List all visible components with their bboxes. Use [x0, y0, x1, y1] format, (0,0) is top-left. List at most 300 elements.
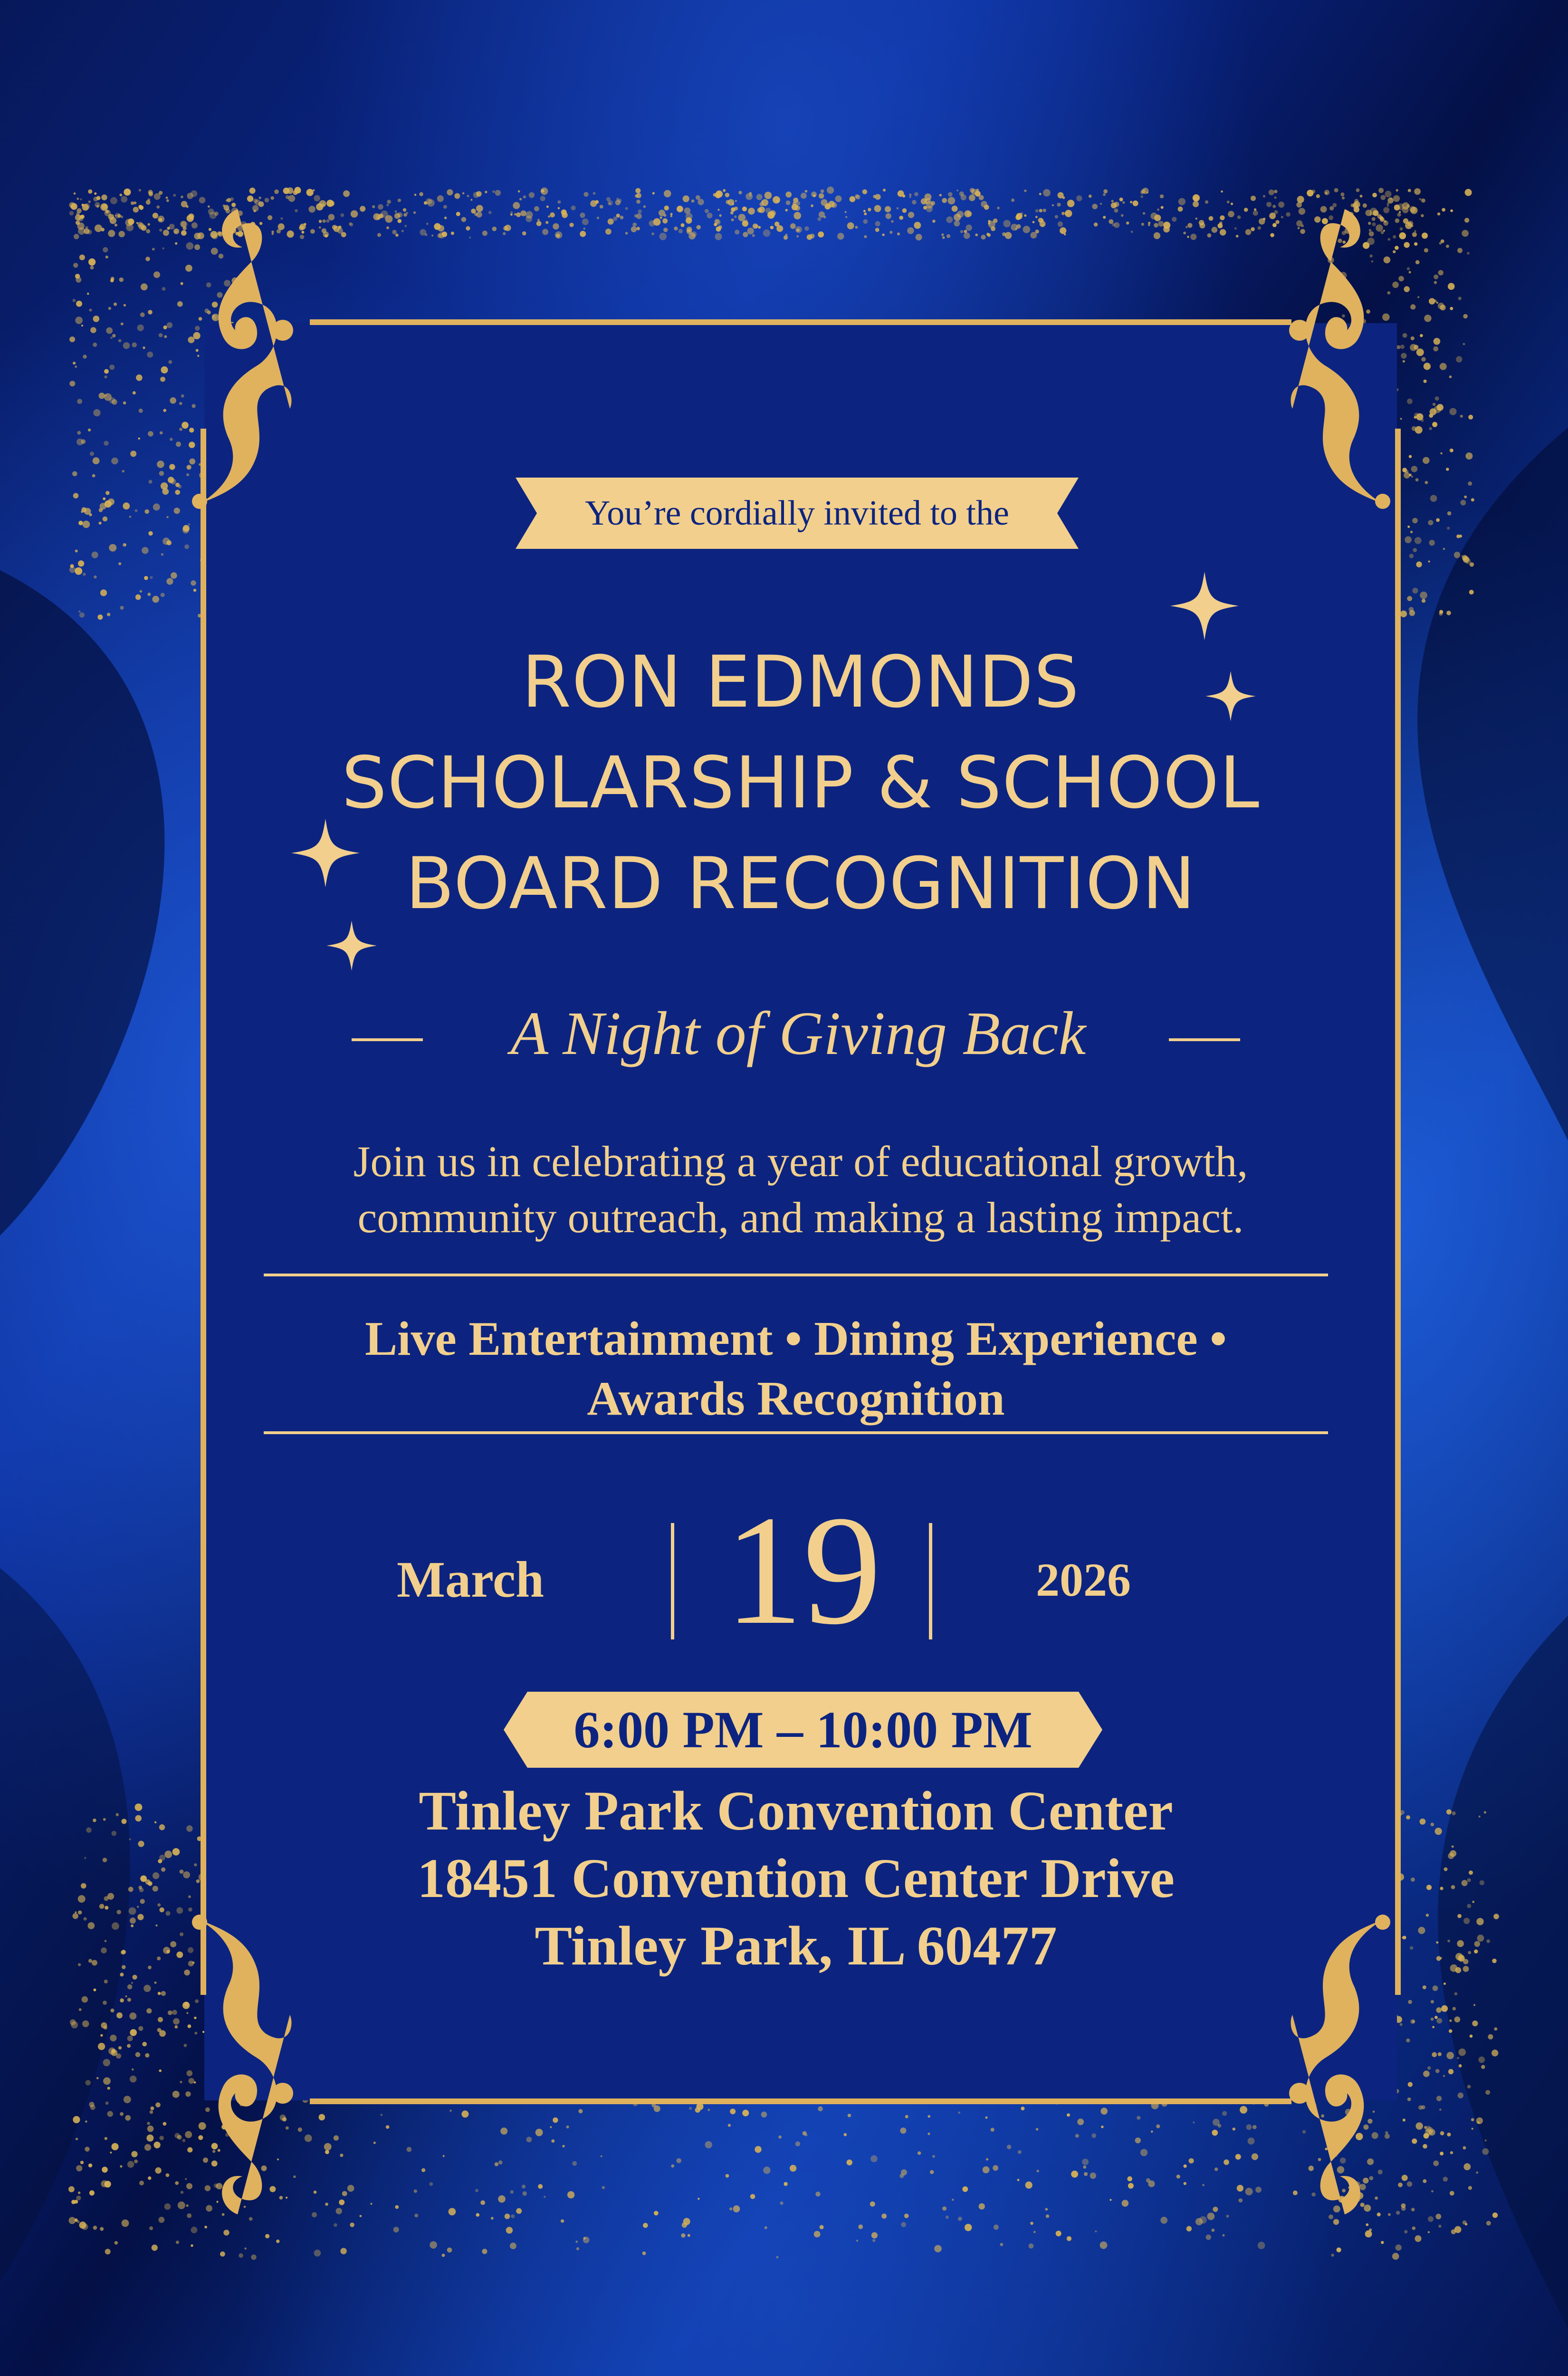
glitter-dot	[1468, 2186, 1472, 2190]
glitter-dot	[394, 213, 400, 219]
glitter-dot	[827, 187, 834, 194]
glitter-dot	[1422, 232, 1428, 239]
glitter-dot	[473, 192, 479, 198]
glitter-dot	[583, 2237, 590, 2243]
glitter-dot	[1407, 2181, 1412, 2186]
glitter-dot	[1248, 2137, 1255, 2145]
glitter-dot	[1184, 2182, 1186, 2185]
glitter-dot	[1436, 518, 1440, 522]
glitter-dot	[1396, 2244, 1402, 2251]
glitter-dot	[1438, 2225, 1441, 2228]
glitter-dot	[161, 593, 165, 597]
glitter-dot	[104, 1980, 108, 1983]
glitter-dot	[1478, 2057, 1485, 2063]
glitter-dot	[1233, 2127, 1235, 2130]
glitter-dot	[575, 2241, 578, 2243]
glitter-dot	[1103, 189, 1108, 193]
glitter-dot	[765, 2226, 767, 2229]
glitter-dot	[1492, 2050, 1498, 2056]
glitter-dot	[1462, 1880, 1468, 1886]
glitter-dot	[117, 214, 121, 218]
glitter-dot	[119, 193, 122, 196]
glitter-dot	[891, 220, 893, 222]
glitter-dot	[664, 190, 671, 198]
glitter-dot	[447, 2248, 452, 2253]
glitter-dot	[677, 206, 683, 212]
glitter-dot	[129, 516, 132, 518]
glitter-dot	[795, 2141, 800, 2146]
glitter-dot	[1451, 2229, 1456, 2234]
glitter-dot	[1024, 190, 1027, 192]
glitter-dot	[439, 232, 445, 239]
glitter-dot	[1266, 202, 1272, 207]
event-day: 19	[725, 1484, 881, 1657]
glitter-dot	[1084, 2172, 1088, 2176]
glitter-dot	[329, 201, 335, 206]
glitter-dot	[140, 312, 145, 317]
glitter-dot	[1263, 195, 1265, 197]
glitter-dot	[620, 216, 624, 220]
glitter-dot	[1493, 1914, 1499, 1919]
glitter-dot	[1274, 196, 1277, 199]
glitter-dot	[145, 2053, 149, 2058]
glitter-dot	[154, 2142, 161, 2148]
glitter-dot	[1183, 231, 1186, 234]
glitter-dot	[157, 2028, 162, 2032]
glitter-dot	[776, 225, 783, 232]
glitter-dot	[125, 1995, 127, 1997]
glitter-dot	[605, 229, 612, 235]
glitter-dot	[123, 342, 130, 349]
glitter-dot	[835, 195, 842, 202]
glitter-dot	[1488, 2034, 1493, 2040]
glitter-dot	[1237, 215, 1241, 219]
glitter-dot	[134, 2159, 138, 2163]
glitter-dot	[173, 2018, 180, 2025]
glitter-dot	[1411, 2208, 1415, 2212]
glitter-dot	[918, 2151, 921, 2155]
glitter-dot	[392, 230, 397, 235]
tagline: A Night of Giving Back	[510, 999, 1086, 1068]
glitter-dot	[82, 1996, 88, 2003]
glitter-dot	[161, 1868, 165, 1872]
glitter-dot	[118, 339, 122, 343]
glitter-dot	[114, 303, 117, 306]
glitter-dot	[398, 219, 402, 223]
glitter-dot	[480, 2200, 485, 2205]
glitter-dot	[1071, 2171, 1078, 2178]
event-title	[266, 632, 1335, 934]
glitter-dot	[529, 192, 535, 198]
glitter-dot	[404, 225, 407, 227]
glitter-dot	[1480, 1880, 1484, 1885]
glitter-dot	[437, 195, 444, 202]
glitter-dot	[110, 2152, 112, 2154]
glitter-dot	[163, 1947, 170, 1954]
glitter-dot	[146, 2135, 153, 2142]
glitter-dot	[1406, 204, 1410, 208]
glitter-dot	[1231, 202, 1233, 205]
glitter-dot	[1258, 2242, 1265, 2249]
glitter-dot	[1239, 2198, 1243, 2203]
glitter-dot	[1434, 2016, 1438, 2019]
glitter-dot	[100, 2227, 104, 2231]
glitter-dot	[347, 2185, 354, 2192]
glitter-dot	[856, 2240, 858, 2242]
glitter-dot	[1206, 2234, 1211, 2240]
glitter-dot	[73, 1913, 78, 1919]
glitter-dot	[1453, 2007, 1456, 2010]
glitter-dot	[420, 229, 426, 236]
glitter-dot	[757, 208, 762, 212]
glitter-dot	[1154, 223, 1158, 228]
glitter-dot	[1089, 195, 1092, 198]
glitter-dot	[101, 194, 107, 200]
glitter-dot	[638, 210, 642, 214]
glitter-dot	[523, 195, 526, 198]
glitter-dot	[858, 2224, 863, 2229]
sparkle-icon	[1169, 570, 1240, 642]
glitter-dot	[133, 1975, 137, 1980]
glitter-dot	[784, 235, 788, 240]
glitter-dot	[75, 568, 77, 571]
glitter-dot	[451, 231, 454, 235]
glitter-dot	[801, 193, 807, 199]
glitter-dot	[118, 562, 121, 565]
glitter-dot	[633, 2101, 638, 2106]
glitter-dot	[1193, 2122, 1195, 2124]
glitter-dot	[625, 207, 628, 210]
glitter-dot	[90, 266, 94, 269]
date-separator	[929, 1523, 932, 1639]
glitter-dot	[912, 200, 916, 204]
glitter-dot	[443, 205, 447, 209]
glitter-dot	[1464, 496, 1467, 498]
glitter-dot	[115, 215, 117, 217]
glitter-dot	[1421, 199, 1425, 203]
glitter-dot	[103, 517, 108, 522]
glitter-dot	[1420, 592, 1427, 599]
glitter-dot	[1424, 2126, 1427, 2129]
glitter-dot	[755, 225, 759, 229]
glitter-dot	[1472, 2128, 1473, 2130]
glitter-dot	[148, 1965, 152, 1969]
glitter-dot	[994, 2224, 999, 2230]
glitter-dot	[864, 212, 867, 215]
glitter-dot	[474, 212, 478, 216]
glitter-dot	[372, 205, 375, 208]
glitter-dot	[557, 201, 561, 204]
glitter-dot	[325, 2150, 329, 2154]
glitter-dot	[87, 1922, 95, 1929]
glitter-dot	[1428, 2216, 1434, 2222]
glitter-dot	[81, 325, 83, 326]
glitter-dot	[1148, 222, 1150, 224]
glitter-dot	[111, 458, 118, 465]
glitter-dot	[1252, 2101, 1255, 2105]
glitter-dot	[516, 2208, 522, 2214]
glitter-dot	[882, 233, 884, 236]
glitter-dot	[1407, 596, 1412, 601]
glitter-dot	[395, 211, 397, 213]
glitter-dot	[1415, 2122, 1423, 2129]
glitter-dot	[1459, 535, 1463, 538]
glitter-dot	[97, 614, 103, 620]
glitter-dot	[120, 1973, 124, 1976]
glitter-dot	[1430, 495, 1437, 502]
glitter-dot	[1397, 1873, 1404, 1880]
glitter-dot	[1440, 2131, 1444, 2136]
glitter-dot	[561, 210, 567, 215]
glitter-dot	[198, 614, 201, 618]
glitter-dot	[1005, 232, 1012, 239]
glitter-dot	[438, 225, 444, 232]
glitter-dot	[1463, 343, 1465, 345]
glitter-dot	[946, 2215, 949, 2219]
glitter-dot	[956, 190, 958, 192]
glitter-dot	[1407, 2098, 1411, 2101]
glitter-dot	[526, 216, 532, 222]
glitter-dot	[166, 2174, 170, 2177]
glitter-dot	[780, 2202, 783, 2205]
glitter-dot	[1219, 221, 1223, 225]
glitter-dot	[583, 192, 588, 197]
glitter-dot	[984, 205, 989, 210]
glitter-dot	[1455, 1953, 1463, 1961]
glitter-dot	[385, 215, 392, 223]
glitter-dot	[466, 226, 470, 230]
glitter-dot	[1438, 270, 1444, 275]
glitter-dot	[157, 1903, 161, 1907]
glitter-dot	[107, 613, 110, 616]
glitter-dot	[1412, 518, 1418, 524]
glitter-dot	[932, 220, 935, 222]
glitter-dot	[127, 2161, 134, 2168]
glitter-dot	[979, 2204, 985, 2210]
glitter-dot	[148, 593, 151, 596]
glitter-dot	[342, 2191, 347, 2196]
glitter-dot	[914, 192, 918, 196]
glitter-dot	[747, 228, 754, 234]
glitter-dot	[118, 2046, 122, 2050]
glitter-dot	[750, 2194, 755, 2199]
glitter-dot	[427, 199, 435, 207]
title-line: RON EDMONDS	[522, 641, 1080, 724]
glitter-dot	[1057, 203, 1061, 207]
glitter-dot	[811, 204, 813, 207]
glitter-dot	[143, 346, 145, 349]
glitter-dot	[1207, 2213, 1214, 2220]
glitter-dot	[946, 216, 953, 223]
glitter-dot	[1406, 1815, 1410, 1820]
glitter-dot	[88, 259, 96, 266]
glitter-dot	[1418, 1927, 1425, 1934]
glitter-dot	[1406, 2039, 1410, 2042]
glitter-dot	[756, 194, 763, 200]
glitter-dot	[498, 2160, 503, 2165]
glitter-dot	[1234, 227, 1237, 230]
glitter-dot	[1365, 2231, 1372, 2238]
glitter-dot	[443, 2155, 445, 2157]
glitter-dot	[725, 193, 730, 198]
glitter-dot	[514, 213, 516, 216]
glitter-dot	[1472, 1901, 1474, 1903]
glitter-dot	[1449, 375, 1452, 378]
glitter-dot	[334, 226, 340, 232]
glitter-dot	[905, 2115, 908, 2118]
glitter-dot	[947, 197, 955, 204]
glitter-dot	[601, 2156, 602, 2157]
glitter-dot	[287, 187, 294, 194]
glitter-dot	[1220, 229, 1226, 236]
divider-rule	[264, 1431, 1328, 1434]
glitter-dot	[1131, 230, 1133, 233]
glitter-dot	[733, 2205, 740, 2213]
glitter-dot	[844, 2133, 847, 2136]
glitter-dot	[1494, 2027, 1497, 2031]
glitter-dot	[818, 2106, 823, 2111]
glitter-dot	[930, 2170, 934, 2174]
glitter-dot	[74, 192, 76, 195]
glitter-dot	[74, 234, 79, 239]
glitter-dot	[1448, 1853, 1454, 1859]
glitter-dot	[1158, 221, 1164, 227]
glitter-dot	[616, 214, 620, 218]
glitter-dot	[960, 230, 964, 233]
glitter-dot	[870, 2155, 878, 2162]
glitter-dot	[510, 2242, 516, 2249]
glitter-dot	[664, 206, 669, 211]
glitter-dot	[68, 2186, 75, 2193]
glitter-dot	[670, 215, 672, 217]
glitter-dot	[79, 2008, 82, 2011]
glitter-dot	[1410, 344, 1417, 351]
glitter-dot	[251, 2254, 256, 2260]
glitter-dot	[1458, 2049, 1466, 2056]
glitter-dot	[339, 2200, 344, 2205]
glitter-dot	[112, 334, 115, 337]
glitter-dot	[1452, 1845, 1454, 1848]
glitter-dot	[105, 2137, 107, 2140]
glitter-dot	[407, 2147, 412, 2152]
glitter-dot	[1046, 2214, 1049, 2218]
glitter-dot	[1060, 227, 1066, 234]
glitter-dot	[1433, 1985, 1438, 1991]
glitter-dot	[94, 575, 97, 579]
glitter-dot	[1407, 399, 1413, 404]
glitter-dot	[80, 2161, 84, 2164]
glitter-dot	[1452, 1811, 1455, 1815]
glitter-dot	[1360, 195, 1363, 198]
glitter-dot	[1451, 449, 1453, 451]
glitter-dot	[414, 194, 417, 196]
glitter-dot	[312, 2212, 317, 2217]
glitter-dot	[1160, 194, 1164, 198]
glitter-dot	[135, 1803, 143, 1811]
glitter-dot	[520, 211, 526, 216]
glitter-dot	[1252, 2125, 1257, 2129]
glitter-dot	[482, 230, 488, 236]
glitter-dot	[104, 441, 108, 446]
glitter-dot	[319, 200, 326, 207]
glitter-dot	[883, 189, 886, 192]
glitter-dot	[510, 213, 513, 216]
glitter-dot	[848, 2114, 851, 2117]
glitter-dot	[793, 198, 798, 203]
glitter-dot	[147, 352, 153, 358]
glitter-dot	[759, 202, 764, 206]
glitter-dot	[1477, 1935, 1484, 1942]
glitter-dot	[148, 531, 153, 536]
glitter-dot	[815, 2192, 820, 2196]
glitter-dot	[969, 194, 975, 201]
glitter-dot	[1172, 217, 1176, 221]
glitter-dot	[387, 200, 391, 203]
glitter-dot	[1471, 2118, 1474, 2121]
glitter-dot	[962, 2186, 968, 2192]
glitter-dot	[1428, 2231, 1430, 2233]
glitter-dot	[566, 2126, 569, 2128]
glitter-dot	[593, 192, 596, 195]
glitter-dot	[117, 1910, 121, 1914]
glitter-dot	[163, 326, 167, 329]
glitter-dot	[1369, 2229, 1372, 2232]
glitter-dot	[1251, 227, 1255, 231]
glitter-dot	[152, 248, 155, 251]
glitter-dot	[540, 196, 545, 201]
glitter-dot	[506, 2227, 513, 2233]
glitter-dot	[326, 219, 329, 222]
glitter-dot	[301, 231, 304, 234]
glitter-dot	[141, 283, 148, 290]
glitter-dot	[1473, 2004, 1475, 2006]
glitter-dot	[1316, 194, 1320, 198]
glitter-dot	[170, 397, 176, 404]
glitter-dot	[239, 2253, 243, 2258]
glitter-dot	[75, 2218, 78, 2222]
glitter-dot	[719, 214, 721, 217]
glitter-dot	[488, 211, 492, 214]
glitter-dot	[1435, 2214, 1441, 2220]
glitter-dot	[393, 2227, 399, 2232]
glitter-dot	[171, 572, 177, 579]
glitter-dot	[1114, 209, 1118, 213]
glitter-dot	[1275, 220, 1279, 224]
glitter-dot	[1421, 357, 1426, 362]
glitter-dot	[991, 2128, 994, 2132]
ornament-corner-icon	[181, 200, 299, 542]
glitter-dot	[71, 203, 77, 210]
glitter-dot	[1195, 218, 1197, 220]
glitter-dot	[139, 189, 142, 192]
glitter-dot	[1184, 2165, 1187, 2168]
glitter-dot	[651, 2103, 656, 2108]
glitter-dot	[1240, 2106, 1247, 2114]
glitter-dot	[654, 2211, 659, 2216]
glitter-dot	[941, 233, 944, 236]
glitter-dot	[1036, 2170, 1039, 2173]
glitter-dot	[1112, 223, 1115, 226]
glitter-dot	[1471, 498, 1474, 501]
glitter-dot	[128, 1887, 134, 1892]
glitter-dot	[359, 2215, 362, 2217]
glitter-dot	[1067, 2236, 1071, 2241]
glitter-dot	[550, 2126, 552, 2128]
glitter-dot	[814, 2231, 821, 2238]
glitter-dot	[1467, 1878, 1471, 1882]
glitter-dot	[1457, 2057, 1459, 2059]
glitter-dot	[1448, 283, 1455, 290]
